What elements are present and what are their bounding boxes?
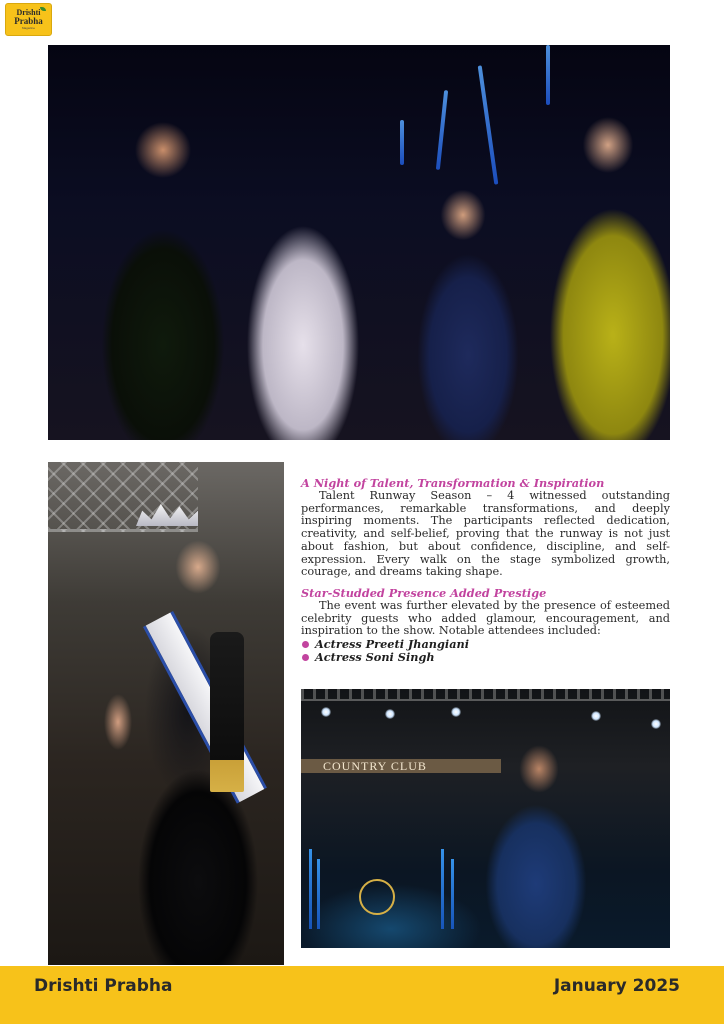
logo-line-2: Prabha [14,16,43,26]
section-paragraph: Talent Runway Season – 4 witnessed outstanding performances, remarkable transformations, and deeply inspiring moments. The participants reflected dedication, creativity, and self-belief, proving that the runway is not just about fashion, but about confidence, discipline, and self-expression. Every walk on the stage symbolized growth, courage, and dreams taking shape. [301,489,670,579]
winner-sash [143,611,267,804]
spotlight-icon [385,709,395,719]
section-heading: A Night of Talent, Transformation & Inspiration [301,476,605,490]
logo-line-1: Drishti [16,8,41,17]
stage-light-beam [546,45,550,105]
venue-banner [301,759,501,773]
lighting-rig [301,689,670,701]
stage-light-beam [436,90,448,170]
photo-crowned-winner [48,462,284,965]
spotlight-icon [321,707,331,717]
page-footer [0,966,724,1024]
issue-date: January 2025 [553,976,680,996]
stage-light-beam [400,120,404,165]
spotlight-icon [451,707,461,717]
stage-light-stripe [317,859,320,929]
stage-emblem [359,879,395,915]
bullet-icon [302,654,309,661]
stage-light-stripe [309,849,312,929]
leaf-icon [40,7,46,11]
trophy-icon [210,632,244,792]
article-body [301,476,670,664]
attendee-name: Actress Preeti Jhangiani [315,637,470,652]
bullet-icon [302,641,309,648]
magazine-logo [5,3,52,36]
spotlight-icon [651,719,661,729]
stage-light-stripe [451,859,454,929]
attendee-list [301,638,670,664]
stage-light-stripe [441,849,444,929]
attendee-name: Actress Soni Singh [315,650,435,665]
section-heading: Star-Studded Presence Added Prestige [301,585,547,600]
list-item [301,651,670,664]
stage-light-beam [478,65,499,184]
photo-stage-group [48,45,670,440]
venue-banner-text: COUNTRY CLUB [323,759,427,773]
photo-singer-performance [301,689,670,948]
spotlight-icon [591,711,601,721]
logo-line-3: Magazine [21,26,35,30]
section-paragraph: The event was further elevated by the presence of esteemed celebrity guests who added glamour, encouragement, and inspiration to the show. Notable attendees included: [301,598,670,638]
publication-name: Drishti Prabha [34,976,173,996]
